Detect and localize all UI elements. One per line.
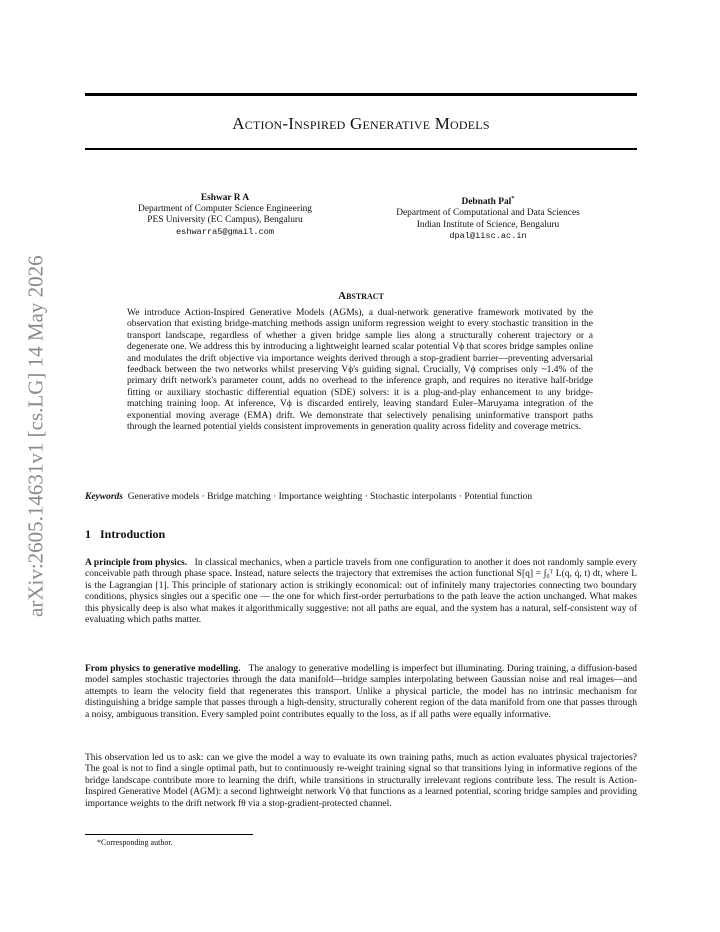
corresponding-mark: * xyxy=(511,195,515,202)
paragraph-text: In classical mechanics, when a particle travels from one configuration to another it does not randomly sample every conceivable path through phase space. Instead, nature selects the trajectory that extremises the action functional S[q] = ∫₀ᵀ L(q, q̇, t) dt, where L is the Lagrangian [1]. This principle of stationary action is strikingly economical: out of infinitely many trajectories connecting two boundary conditions, physics singles out a specific one — the one for which first-order perturbations to the path leave the action unchanged. What makes this physically deep is also what makes it algorithmically suggestive: not all paths are equal, and the system has a natural, self-consistent way of evaluating which paths matter. xyxy=(85,558,638,626)
author-email[interactable]: dpal@iisc.ac.in xyxy=(449,230,527,241)
abstract-heading: Abstract xyxy=(338,290,384,302)
author-affiliation: Indian Institute of Science, Bengaluru xyxy=(416,219,560,230)
paragraph-text: This observation led us to ask: can we give the model a way to evaluate its own training paths, much as action evaluates physical trajectories? The goal is not to find a single optimal path, but to continuously re-weight training signal so that transitions lying in informative regions of the bridge landscape contribute more to learning the drift, while transitions in structurally irrelevant regions contribute less. The result is Action-Inspired Generative Model (AGM): a second lightweight network Vϕ that functions as a learned potential, scoring bridge samples and providing importance weights to the drift network fθ via a stop-gradient-protected channel. xyxy=(85,753,637,809)
paragraph-text: The analogy to generative modelling is imperfect but illuminating. During training, a diffusion-based model samples stochastic trajectories through the data manifold—bridge samples interpolating between Gaussian noise and real images—and attempts to learn the velocity field that regenerates this transport. Unlike a physical particle, the model has no intrinsic mechanism for distinguishing a bridge sample that passes through a high-density, structurally coherent region of the data manifold from one that passes through a noisy, ambiguous transition. Every sampled point contributes equally to the loss, as if all paths were equally informative. xyxy=(85,664,638,720)
author-block-1 xyxy=(90,193,360,238)
arxiv-stamp: arXiv:2605.14631v1 [cs.LG] 14 May 2026 xyxy=(23,255,48,617)
paragraph xyxy=(85,753,637,810)
keywords-text: Generative models · Bridge matching · Importance weighting · Stochastic interpolants · Potential function xyxy=(127,492,533,502)
keywords-label: Keywords xyxy=(85,492,123,502)
keywords xyxy=(85,491,637,503)
abstract-text: We introduce Action-Inspired Generative Models (AGMs), a dual-network generative framework motivated by the observation that existing bridge-matching methods assign uniform regression weight to every stochastic transition in the transport landscape, regardless of whether a given bridge sample lies along a structurally coherent trajectory or a degenerate one. We address this by introducing a lightweight learned scalar potential Vϕ that scores bridge samples online and modulates the drift objective via importance weights derived through a stop-gradient barrier—preventing adversarial feedback between the two networks whilst preserving Vϕ's guiding signal. Crucially, Vϕ comprises only ~1.4% of the primary drift network's parameter count, adds no overhead to the inference graph, and requires no iterative half-bridge fitting or auxiliary stochastic differential equation (SDE) solvers: it is a plug-and-play enhancement to any bridge-matching training loop. At inference, Vϕ is discarded entirely, leaving standard Euler–Maruyama integration of the exponential moving average (EMA) drift. We demonstrate that selectively penalising uninformative transport paths through the learned potential yields consistent improvements in generation quality across fidelity and coverage metrics. xyxy=(127,308,593,433)
paragraph xyxy=(85,558,637,626)
author-name: Debnath Pal xyxy=(461,197,512,208)
author-name-with-mark xyxy=(353,193,623,208)
paragraph-lead: From physics to generative modelling. xyxy=(85,664,241,674)
title-rule-bottom xyxy=(85,148,637,150)
footnote: *Corresponding author. xyxy=(97,838,173,847)
author-email[interactable]: eshwarra5@gmail.com xyxy=(176,226,274,237)
paper-title: Action-Inspired Generative Models xyxy=(232,114,490,133)
author-affiliation: Department of Computer Science Engineering xyxy=(138,204,312,215)
section-heading xyxy=(85,527,165,542)
section-number: 1 xyxy=(85,527,91,541)
paragraph-lead: A principle from physics. xyxy=(85,558,188,568)
title-rule-top xyxy=(85,93,637,96)
footnote-rule xyxy=(85,834,253,835)
author-affiliation: PES University (EC Campus), Bengaluru xyxy=(147,215,303,226)
author-name: Eshwar R A xyxy=(200,193,250,203)
author-affiliation: Department of Computational and Data Sciences xyxy=(396,208,580,219)
paragraph xyxy=(85,664,637,721)
section-title: Introduction xyxy=(100,527,166,541)
author-block-2 xyxy=(353,193,623,242)
